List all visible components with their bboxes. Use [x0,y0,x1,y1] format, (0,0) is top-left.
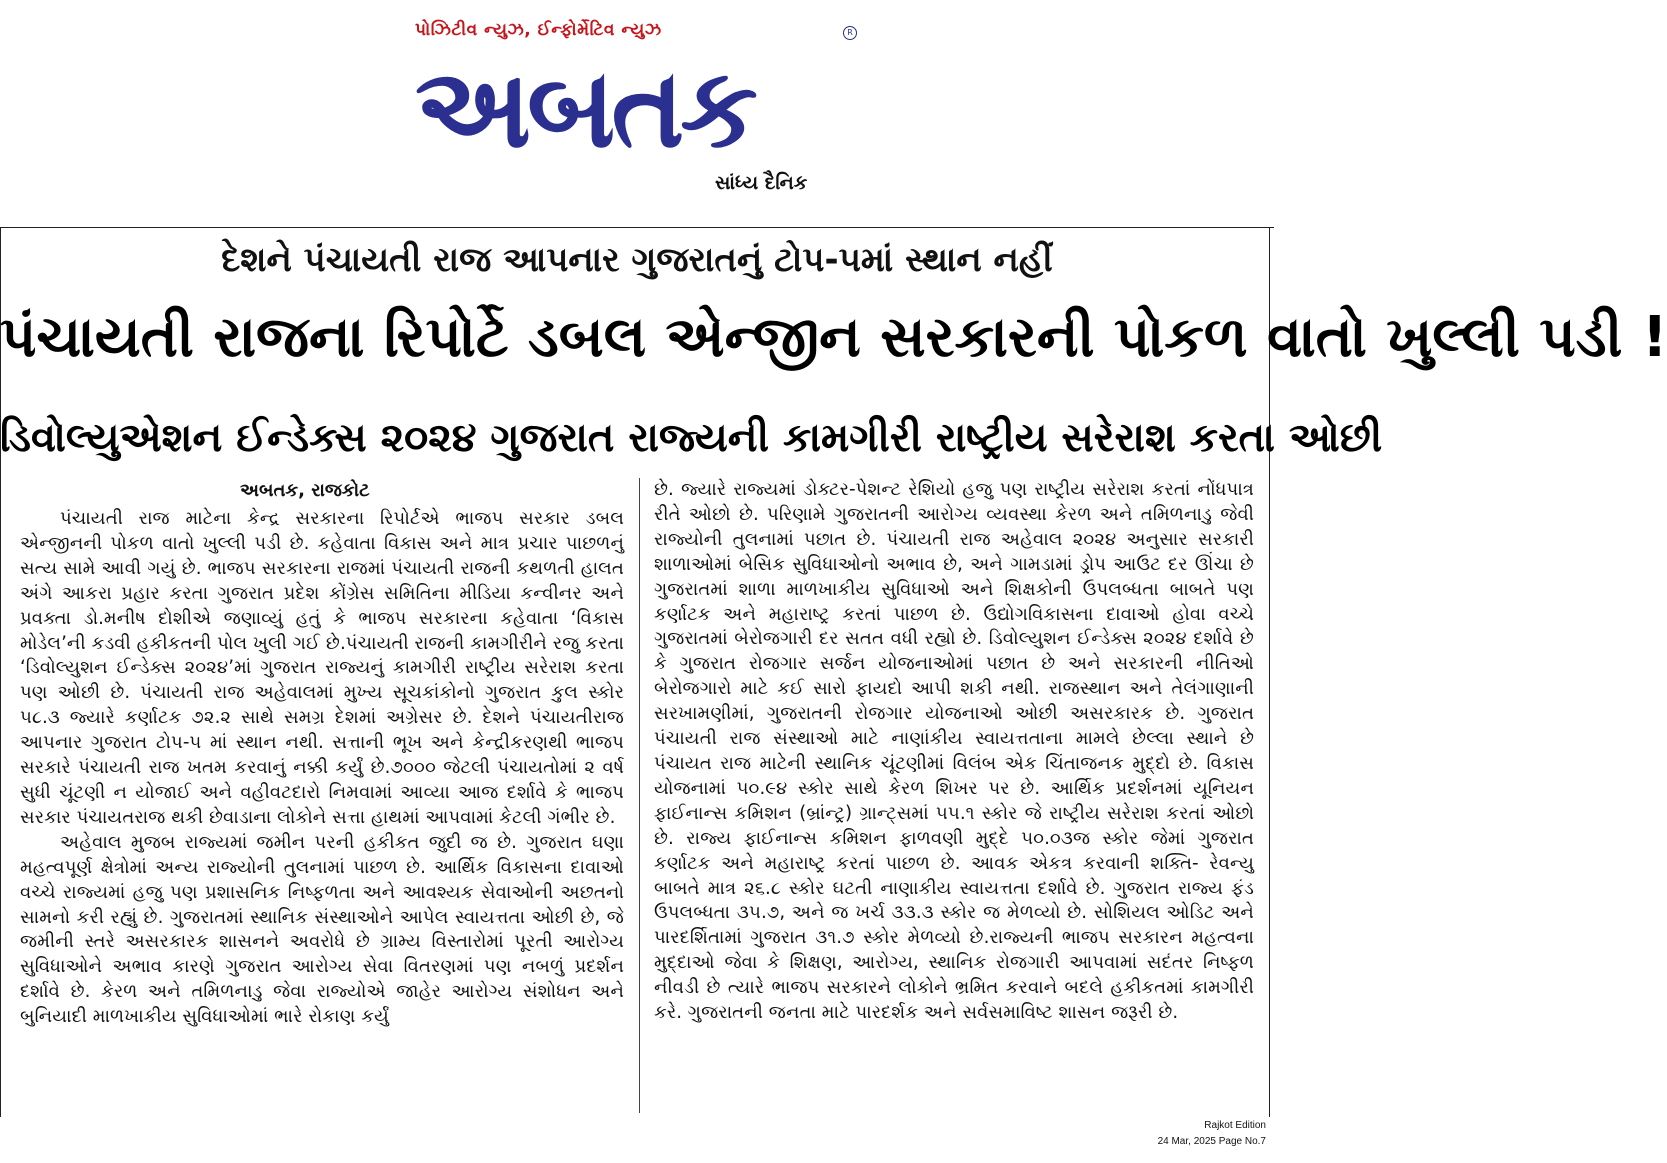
masthead [0,0,1274,205]
dateline: અબતક, રાજકોટ [240,480,370,501]
article-headline: પંચાયતી રાજના રિપોર્ટે ડબલ એન્જીન સરકારની પોકળ વાતો ખુલ્લી પડી ! [0,305,1667,370]
page-footer [1158,1118,1266,1150]
article-column-left [20,507,624,1030]
paragraph: અહેવાલ મુજબ રાજ્યમાં જમીન પરની હકીકત જુદી જ છે. ગુજરાત ઘણા મહત્વપૂર્ણ ક્ષેત્રોમાં અન્ય રાજ્યોની તુલનામાં પાછળ છે. આર્થિક વિકાસના દાવાઓ વચ્ચે રાજ્યમાં હજુ પણ પ્રશાસનિક નિષ્ફળતા અને આવશ્યક સેવાઓની અછતનો સામનો કરી રહ્યું છે. ગુજરાતમાં સ્થાનિક સંસ્થાઓને આપેલ સ્વાયત્તતા ઓછી છે, જે જમીની સ્તરે અસરકારક શાસનને અવરોધે છે ગ્રામ્ય વિસ્તારોમાં પૂરતી આરોગ્ય સુવિધાઓને અભાવ કારણે ગુજરાત આરોગ્ય સેવા વિતરણમાં પણ નબળું પ્રદર્શન દર્શાવે છે. કેરળ અને તમિળનાડુ જેવા રાજ્યોએ જાહેર આરોગ્ય સંશોધન અને બુનિયાદી માળખાકીય સુવિધાઓમાં ભારે રોકાણ કર્યું [20,831,624,1028]
newspaper-logo [415,44,855,174]
article-column-right [654,478,1254,1026]
paragraph: પંચાયતી રાજ માટેના કેન્દ્ર સરકારના રિપોર્ટએ ભાજપ સરકાર ડબલ એન્જીનની પોકળ વાતો ખુલ્લી પડી છે. કહેવાતા વિકાસ અને માત્ર પ્રચાર પાછળનું સત્ય સામે આવી ગયું છે. ભાજપ સરકારના રાજમાં પંચાયતી રાજની કથળતી હાલત અંગે આકરા પ્રહાર કરતા ગુજરાત પ્રદેશ કોંગ્રેસ સમિતિના મીડિયા કન્વીનર અને પ્રવક્તા ડો.મનીષ દોશીએ જણાવ્યું હતું કે ભાજપ સરકારના કહેવાતા ‘વિકાસ મોડેલ’ની કડવી હકીકતની પોલ ખુલી ગઈ છે.પંચાયતી રાજની કામગીરીને રજુ કરતા ‘ડિવોલ્યુશન ઈન્ડેક્સ ૨૦૨૪’માં ગુજરાત રાજ્યનું કામગીરી રાષ્ટ્રીય સરેરાશ કરતા પણ ઓછી છે. પંચાયતી રાજ અહેવાલમાં મુખ્ય સૂચકાંકોનો ગુજરાત કુલ સ્કોર ૫૮.૩ જ્યારે કર્ણાટક ૭૨.૨ સાથે સમગ્ર દેશમાં અગ્રેસર છે. દેશને પંચાયતીરાજ આપનાર ગુજરાત ટોપ-૫ માં સ્થાન નથી. સત્તાની ભૂખ અને કેન્દ્રીકરણથી ભાજપ સરકારે પંચાયતી રાજ ખતમ કરવાનું નક્કી કર્યું છે.૭૦૦૦ જેટલી પંચાયતોમાં ૨ વર્ષ સુધી ચૂંટણી ન યોજાઈ અને વહીવટદારો નિમવામાં આવ્યા આજ દર્શાવે કે ભાજપ સરકાર પંચાયતરાજ થકી છેવાડાના લોકોને સત્તા હાથમાં આપવામાં કેટલી ગંભીર છે. [20,508,624,828]
logo-text: અબતક [415,44,754,172]
tagline: પોઝિટીવ ન્યુઝ, ઈન્ફોર્મેટિવ ન્યુઝ [415,20,662,40]
article-subheadline: ડિવોલ્યુએશન ઈન્ડેક્સ ૨૦૨૪ ગુજરાત રાજ્યની કામગીરી રાષ્ટ્રીય સરેરાશ કરતા ઓછી [0,415,1383,461]
column-divider [639,478,640,1113]
edition-type: સાંધ્ય દૈનિક [715,172,808,194]
registered-mark-icon: R [843,26,857,40]
date-page-label: 24 Mar, 2025 Page No.7 [1157,1136,1266,1147]
paragraph: છે. જ્યારે રાજ્યમાં ડોક્ટર-પેશન્ટ રેશિયો હજુ પણ રાષ્ટ્રીય સરેરાશ કરતાં નોંધપાત્ર રીતે ઓછો છે. પરિણામે ગુજરાતની આરોગ્ય વ્યવસ્થા કેરળ અને તમિળનાડુ જેવી રાજ્યોની તુલનામાં પછાત છે. પંચાયતી રાજ અહેવાલ ૨૦૨૪ અનુસાર સરકારી શાળાઓમાં બેસિક સુવિધાઓનો અભાવ છે, અને ગામડામાં ડ્રોપ આઉટ દર ઊંચા છે ગુજરાતમાં શાળા માળખાકીય સુવિધાઓ અને શિક્ષકોની ઉપલબ્ધતા બાબતે પણ કર્ણાટક અને મહારાષ્ટ્ર કરતાં પાછળ છે. ઉદ્યોગવિકાસના દાવાઓ હોવા વચ્ચે ગુજરાતમાં બેરોજગારી દર સતત વધી રહ્યો છે. ડિવોલ્યુશન ઈન્ડેક્સ ૨૦૨૪ દર્શાવે છે કે ગુજરાત રોજગાર સર્જન યોજનાઓમાં પછાત છે અને સરકારની નીતિઓ બેરોજગારો માટે કઈ સારો ફાયદો આપી શકી નથી. રાજસ્થાન અને તેલંગાણાની સરખામણીમાં, ગુજરાતની રોજગાર યોજનાઓ ઓછી અસરકારક છે. ગુજરાત પંચાયતી રાજ સંસ્થાઓ માટે નાણાંકીય સ્વાયત્તતાના મામલે છેલ્લા સ્થાને છે પંચાયત રાજ માટેની સ્થાનિક ચૂંટણીમાં વિલંબ એક ચિંતાજનક મુદ્દો છે. વિકાસ યોજનામાં ૫૦.૯૪ સ્કોર સાથે કેરળ શિખર પર છે. આર્થિક પ્રદર્શનમાં યૂનિયન ફાઈનાન્સ કમિશન (બ્રાંન્ટ્ર) ગ્રાન્ટ્સમાં ૫૫.૧ સ્કોર જે રાષ્ટ્રીય સરેરાશ કરતાં ઓછો છે. રાજ્ય ફાઈનાન્સ કમિશન ફાળવણી મુદ્દે ૫૦.૦૩જ સ્કોર જેમાં ગુજરાત કર્ણાટક અને મહારાષ્ટ્ર કરતાં પાછળ છે. આવક એકત્ર કરવાની શક્તિ- રેવન્યુ બાબતે માત્ર ૨૬.૮ સ્કોર ઘટતી નાણાકીય સ્વાયત્તતા દર્શાવે છે. ગુજરાત રાજ્ય ફંડ ઉપલબ્ધતા ૩૫.૭, અને જ ખર્ચ ૩૩.૩ સ્કોર જ મેળવ્યો છે. સોશિયલ ઓડિટ અને પારદર્શિતામાં ગુજરાત ૩૧.૭ સ્કોર મેળવ્યો છે.રાજ્યની ભાજપ સરકારન મહત્વના મુદ્દાઓ જેવા કે શિક્ષણ, આરોગ્ય, સ્થાનિક રોજગારી આપવામાં સદંતર નિષ્ફળ નીવડી છે ત્યારે ભાજપ સરકારને લોકોને ભ્રમિત કરવાને બદલે હકીકતમાં કામગીરી કરે. ગુજરાતની જનતા માટે પારદર્શક અને સર્વસમાવિષ્ટ શાસન જરૂરી છે. [654,479,1254,1024]
edition-label: Rajkot Edition [1204,1120,1266,1131]
article-kicker: દેશને પંચાયતી રાજ આપનાર ગુજરાતનું ટોપ-૫માં સ્થાન નહીં [221,240,1053,280]
